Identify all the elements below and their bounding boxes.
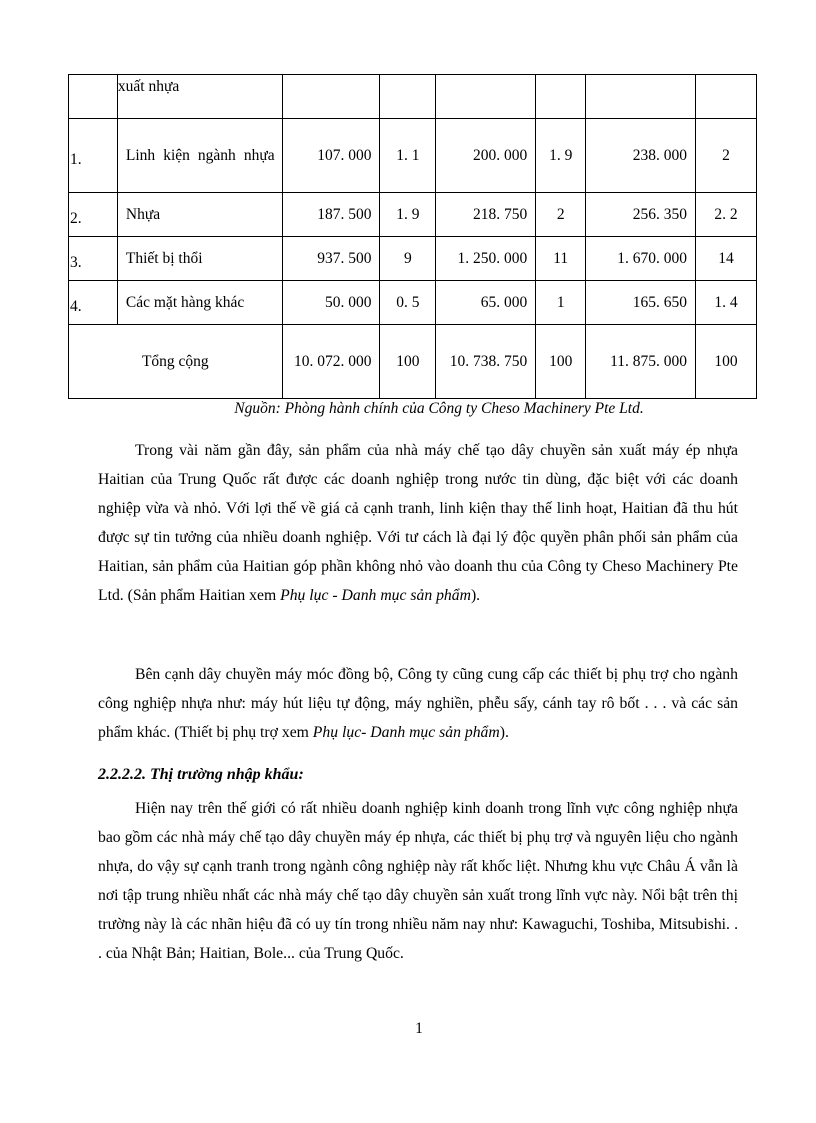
table-cell-name: xuất nhựa xyxy=(117,75,282,119)
table-cell-name: Các mặt hàng khác xyxy=(117,281,282,325)
table-cell-percent: 11 xyxy=(536,237,586,281)
table-cell-percent: 2. 2 xyxy=(696,193,757,237)
table-cell-index: 2. xyxy=(69,193,118,237)
table-cell-value: 65. 000 xyxy=(436,281,536,325)
table-cell-percent: 0. 5 xyxy=(380,281,436,325)
table-cell-percent: 9 xyxy=(380,237,436,281)
page-number: 1 xyxy=(415,1020,423,1037)
table-row xyxy=(69,119,757,193)
table-cell-value: 187. 500 xyxy=(282,193,380,237)
table-cell-value: 218. 750 xyxy=(436,193,536,237)
table-cell-index: 3. xyxy=(69,237,118,281)
paragraph-text: Hiện nay trên thế giới có rất nhiều doanh nghiệp kinh doanh trong lĩnh vực công nghiệp nhựa bao gồm các nhà máy chế tạo dây chuyền máy ép nhựa, các thiết bị phụ trợ và nguyên liệu cho ngành nhựa, do vậy sự cạnh tranh trong ngành công nghiệp này rất khốc liệt. Nhưng khu vực Châu Á vẫn là nơi tập trung nhiều nhất các nhà máy chế tạo dây chuyền sản xuất trong lĩnh vực này. Nổi bật trên thị trường này là các nhãn hiệu đã có uy tín trong nhiều năm nay như: Kawaguchi, Toshiba, Mitsubishi. . . của Nhật Bản; Haitian, Bole... của Trung Quốc. xyxy=(98,800,738,962)
table-cell-name: Nhựa xyxy=(117,193,282,237)
table-total-label: Tổng cộng xyxy=(69,325,283,399)
paragraph-end: ). xyxy=(499,724,509,741)
table-cell xyxy=(69,75,118,119)
table-row xyxy=(69,193,757,237)
appendix-reference: Phụ lục- Danh mục sản phẩm xyxy=(312,724,500,741)
table-cell-value: 937. 500 xyxy=(282,237,380,281)
table-row xyxy=(69,281,757,325)
table-cell-percent: 1. 1 xyxy=(380,119,436,193)
table-cell-percent: 14 xyxy=(696,237,757,281)
table-cell-percent: 1 xyxy=(536,281,586,325)
paragraph-auxiliary-equipment xyxy=(98,660,738,747)
table-cell-index: 4. xyxy=(69,281,118,325)
section-heading: 2.2.2.2. Thị trường nhập khẩu: xyxy=(98,766,304,783)
table-cell-name: Linh kiện ngành nhựa xyxy=(117,119,282,193)
table-cell-name: Thiết bị thổi xyxy=(117,237,282,281)
table-total-value: 10. 738. 750 xyxy=(436,325,536,399)
table-cell xyxy=(380,75,436,119)
table-total-percent: 100 xyxy=(380,325,436,399)
table-cell-value: 238. 000 xyxy=(586,119,696,193)
source-text: Nguồn: Phòng hành chính của Công ty Cheso Machinery Pte Ltd. xyxy=(234,400,644,417)
table-cell-percent: 2 xyxy=(536,193,586,237)
table-row xyxy=(69,237,757,281)
paragraph-import-market xyxy=(98,794,738,968)
table-cell-percent: 2 xyxy=(696,119,757,193)
export-products-table xyxy=(68,74,757,399)
table-source-note xyxy=(0,400,816,418)
table-cell xyxy=(696,75,757,119)
table-total-percent: 100 xyxy=(536,325,586,399)
table-cell-value: 1. 250. 000 xyxy=(436,237,536,281)
paragraph-text xyxy=(98,436,738,610)
table-cell-value: 200. 000 xyxy=(436,119,536,193)
table-cell-value: 1. 670. 000 xyxy=(586,237,696,281)
paragraph-text xyxy=(98,660,738,747)
table-cell-percent: 1. 9 xyxy=(380,193,436,237)
table-total-percent: 100 xyxy=(696,325,757,399)
table-cell xyxy=(436,75,536,119)
paragraph-body: Bên cạnh dây chuyền máy móc đồng bộ, Công ty cũng cung cấp các thiết bị phụ trợ cho ngành công nghiệp nhựa như: máy hút liệu tự động, máy nghiền, phễu sấy, cánh tay rô bốt . . . và các sản phẩm khác. (Thiết bị phụ trợ xem xyxy=(98,666,738,741)
paragraph-haitian xyxy=(98,436,738,610)
table-total-value: 11. 875. 000 xyxy=(586,325,696,399)
table-cell xyxy=(586,75,696,119)
table-row xyxy=(69,75,757,119)
table-cell xyxy=(282,75,380,119)
appendix-reference: Phụ lục - Danh mục sản phẩm xyxy=(280,587,471,604)
table-cell-percent: 1. 4 xyxy=(696,281,757,325)
table-total-row xyxy=(69,325,757,399)
table-cell-percent: 1. 9 xyxy=(536,119,586,193)
table-total-value: 10. 072. 000 xyxy=(282,325,380,399)
table-cell-value: 50. 000 xyxy=(282,281,380,325)
table-cell xyxy=(536,75,586,119)
paragraph-end: ). xyxy=(470,587,481,604)
paragraph-body: Trong vài năm gần đây, sản phẩm của nhà máy chế tạo dây chuyền sản xuất máy ép nhựa Haitian của Trung Quốc rất được các doanh nghiệp trong nước tin dùng, đặc biệt với các doanh nghiệp vừa và nhỏ. Với lợi thế về giá cả cạnh tranh, linh kiện thay thế linh hoạt, Haitian đã thu hút được sự tin tưởng của nhiều doanh nghiệp. Với tư cách là đại lý độc quyền phân phối sản phẩm của Haitian, sản phẩm của Haitian góp phần không nhỏ vào doanh thu của Công ty Cheso Machinery Pte Ltd. (Sản phẩm Haitian xem xyxy=(98,442,738,604)
table-cell-value: 256. 350 xyxy=(586,193,696,237)
table-cell-index: 1. xyxy=(69,119,118,193)
table-cell-value: 165. 650 xyxy=(586,281,696,325)
table-cell-value: 107. 000 xyxy=(282,119,380,193)
